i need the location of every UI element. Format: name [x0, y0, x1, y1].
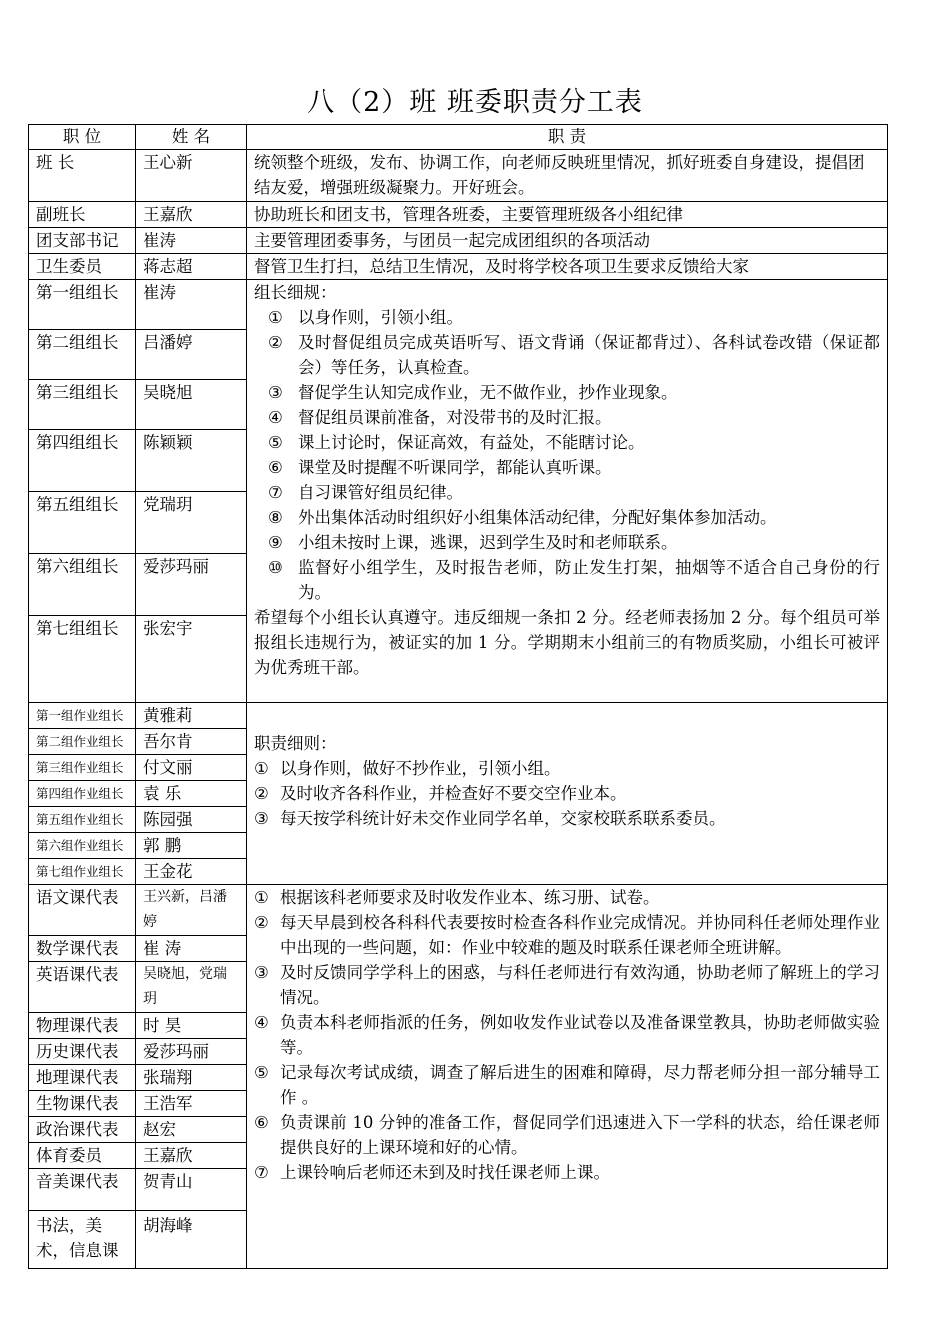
position-cell: 第四组组长 — [29, 430, 136, 492]
rule-text: 督促学生认知完成作业，无不做作业，抄作业现象。 — [298, 383, 678, 402]
position-cell: 数学课代表 — [29, 936, 136, 962]
position-cell: 第三组组长 — [29, 380, 136, 430]
rule-text: 根据该科老师要求及时收发作业本、练习册、试卷。 — [280, 888, 660, 907]
rule-number: ⑥ — [268, 458, 283, 477]
name-cell: 陈颖颖 — [136, 430, 247, 492]
name-cell: 付文丽 — [136, 755, 247, 781]
position-cell: 第四组作业组长 — [29, 781, 136, 807]
rule-number: ① — [268, 308, 283, 327]
rule-number: ① — [254, 888, 269, 907]
rule-text: 记录每次考试成绩，调查了解后进生的困难和障碍，尽力帮老师分担一部分辅导工作 。 — [280, 1063, 880, 1107]
rule-text: 监督好小组学生，及时报告老师，防止发生打架，抽烟等不适合自己身份的行为。 — [298, 558, 880, 602]
position-cell: 生物课代表 — [29, 1091, 136, 1117]
table-row — [29, 202, 888, 228]
name-cell: 吾尔肯 — [136, 729, 247, 755]
rules-intro: 职责细则： — [254, 733, 337, 753]
duty-cell: 统领整个班级，发布、协调工作，向老师反映班里情况，抓好班委自身建设，提倡团结友爱，增强班级凝聚力。开好班会。 — [247, 150, 888, 202]
rule-item — [254, 405, 880, 430]
rule-item — [254, 781, 880, 806]
rule-item — [254, 806, 880, 831]
table-row — [29, 703, 888, 729]
rule-item — [254, 305, 880, 330]
name-cell: 贺青山 — [136, 1169, 247, 1211]
rule-item — [254, 505, 880, 530]
rule-number: ② — [254, 783, 269, 803]
name-cell: 陈园强 — [136, 807, 247, 833]
rule-item — [254, 430, 880, 455]
name-cell: 吕潘婷 — [136, 330, 247, 380]
homework-leader-rules — [247, 703, 888, 885]
name-cell: 吴晓旭，党瑞玥 — [136, 962, 247, 1013]
position-cell: 第七组作业组长 — [29, 859, 136, 885]
position-cell: 第一组组长 — [29, 280, 136, 330]
rule-item — [254, 1110, 880, 1160]
position-cell: 第一组作业组长 — [29, 703, 136, 729]
name-cell: 张瑞翔 — [136, 1065, 247, 1091]
name-cell: 黄雅莉 — [136, 703, 247, 729]
header-row — [29, 125, 888, 150]
rule-text: 负责本科老师指派的任务，例如收发作业试卷以及准备课堂教具，协助老师做实验等。 — [280, 1013, 880, 1057]
name-cell: 崔涛 — [136, 280, 247, 330]
name-cell: 张宏宇 — [136, 616, 247, 703]
rule-item — [254, 455, 880, 480]
rule-number: ① — [254, 758, 269, 778]
name-cell: 王浩军 — [136, 1091, 247, 1117]
table-row — [29, 280, 888, 330]
rule-text: 课堂及时提醒不听课同学，都能认真听课。 — [298, 458, 612, 477]
rules-intro: 组长细规： — [254, 283, 337, 302]
rule-item — [254, 1060, 880, 1110]
name-cell: 吴晓旭 — [136, 380, 247, 430]
rule-text: 自习课管好组员纪律。 — [298, 483, 463, 502]
position-cell: 团支部书记 — [29, 228, 136, 254]
rule-text: 上课铃响后老师还未到及时找任课老师上课。 — [280, 1163, 610, 1182]
rule-text: 及时反馈同学学科上的困惑，与科任老师进行有效沟通，协助老师了解班上的学习情况。 — [280, 963, 880, 1007]
name-cell: 崔涛 — [136, 228, 247, 254]
rule-text: 以身作则，做好不抄作业，引领小组。 — [280, 758, 561, 778]
position-cell: 英语课代表 — [29, 962, 136, 1013]
name-cell: 王嘉欣 — [136, 1143, 247, 1169]
position-cell: 第六组组长 — [29, 554, 136, 616]
rule-number: ⑦ — [254, 1163, 269, 1182]
rule-number: ③ — [254, 808, 269, 828]
rule-number: ⑥ — [254, 1113, 269, 1132]
position-cell: 第五组作业组长 — [29, 807, 136, 833]
position-cell: 音美课代表 — [29, 1169, 136, 1211]
rule-number: ② — [268, 333, 283, 352]
position-cell: 体育委员 — [29, 1143, 136, 1169]
name-cell: 崔 涛 — [136, 936, 247, 962]
rule-item — [254, 885, 880, 910]
name-cell: 王嘉欣 — [136, 202, 247, 228]
subject-rep-rules — [247, 885, 888, 1269]
position-cell: 政治课代表 — [29, 1117, 136, 1143]
rule-item — [254, 756, 880, 781]
table-row — [29, 228, 888, 254]
group-leader-rules — [247, 280, 888, 703]
name-cell: 蒋志超 — [136, 254, 247, 280]
rule-item — [254, 1010, 880, 1060]
rule-item — [254, 910, 880, 960]
rule-number: ⑨ — [268, 533, 283, 552]
position-cell: 书法，美术，信息课 — [29, 1211, 136, 1269]
rule-number: ③ — [268, 383, 283, 402]
duty-table — [28, 124, 888, 1269]
rule-item — [254, 555, 880, 605]
name-cell: 党瑞玥 — [136, 492, 247, 554]
rule-item — [254, 530, 880, 555]
rule-text: 及时收齐各科作业，并检查好不要交空作业本。 — [280, 783, 627, 803]
position-cell: 第二组组长 — [29, 330, 136, 380]
name-cell: 胡海峰 — [136, 1211, 247, 1269]
name-cell: 郭 鹏 — [136, 833, 247, 859]
table-row — [29, 150, 888, 202]
header-name: 姓 名 — [136, 125, 247, 150]
rule-number: ② — [254, 913, 269, 932]
position-cell: 副班长 — [29, 202, 136, 228]
position-cell: 第六组作业组长 — [29, 833, 136, 859]
header-duty: 职 责 — [247, 125, 888, 150]
table-row — [29, 254, 888, 280]
name-cell: 袁 乐 — [136, 781, 247, 807]
name-cell: 王心新 — [136, 150, 247, 202]
duty-cell: 协助班长和团支书，管理各班委，主要管理班级各小组纪律 — [247, 202, 888, 228]
rule-item — [254, 480, 880, 505]
position-cell: 班 长 — [29, 150, 136, 202]
rule-item — [254, 380, 880, 405]
rule-item — [254, 330, 880, 380]
name-cell: 赵宏 — [136, 1117, 247, 1143]
position-cell: 地理课代表 — [29, 1065, 136, 1091]
rule-text: 外出集体活动时组织好小组集体活动纪律，分配好集体参加活动。 — [298, 508, 777, 527]
rule-text: 课上讨论时，保证高效，有益处，不能瞎讨论。 — [298, 433, 645, 452]
position-cell: 语文课代表 — [29, 885, 136, 936]
rule-number: ⑤ — [268, 433, 283, 452]
rules-closing: 希望每个小组长认真遵守。违反细规一条扣 2 分。经老师表扬加 2 分。每个组员可举报组长违规行为，被证实的加 1 分。学期期末小组前三的有物质奖励，小组长可被评为优秀班干部。 — [254, 608, 880, 677]
rule-item — [254, 1160, 880, 1185]
rule-number: ④ — [268, 408, 283, 427]
name-cell: 时 昊 — [136, 1013, 247, 1039]
rule-text: 及时督促组员完成英语听写、语文背诵（保证都背过）、各科试卷改错（保证都会）等任务，认真检查。 — [298, 333, 880, 377]
rule-number: ⑦ — [268, 483, 283, 502]
duty-cell: 督管卫生打扫，总结卫生情况，及时将学校各项卫生要求反馈给大家 — [247, 254, 888, 280]
rule-text: 督促组员课前准备，对没带书的及时汇报。 — [298, 408, 612, 427]
rule-text: 每天按学科统计好未交作业同学名单，交家校联系联系委员。 — [280, 808, 726, 828]
position-cell: 第二组作业组长 — [29, 729, 136, 755]
page-title: 八（2）班 班委职责分工表 — [307, 87, 643, 118]
rule-text: 每天早晨到校各科科代表要按时检查各科作业完成情况。并协同科任老师处理作业中出现的一些问题，如：作业中较难的题及时联系任课老师全班讲解。 — [280, 913, 880, 957]
position-cell: 历史课代表 — [29, 1039, 136, 1065]
name-cell: 爱莎玛丽 — [136, 554, 247, 616]
position-cell: 第七组组长 — [29, 616, 136, 703]
rule-item — [254, 960, 880, 1010]
position-cell: 第五组组长 — [29, 492, 136, 554]
rule-text: 小组未按时上课，逃课，迟到学生及时和老师联系。 — [298, 533, 678, 552]
rule-text: 以身作则，引领小组。 — [298, 308, 463, 327]
rule-number: ⑤ — [254, 1063, 269, 1082]
rule-number: ③ — [254, 963, 269, 982]
duty-cell: 主要管理团委事务，与团员一起完成团组织的各项活动 — [247, 228, 888, 254]
name-cell: 王兴新，吕潘婷 — [136, 885, 247, 936]
rule-number: ⑧ — [268, 508, 283, 527]
position-cell: 卫生委员 — [29, 254, 136, 280]
rule-text: 负责课前 10 分钟的准备工作，督促同学们迅速进入下一学科的状态，给任课老师提供良好的上课环境和好的心情。 — [280, 1113, 880, 1157]
rule-number: ⑩ — [268, 558, 283, 577]
position-cell: 物理课代表 — [29, 1013, 136, 1039]
table-row — [29, 885, 888, 936]
name-cell: 王金花 — [136, 859, 247, 885]
header-position: 职 位 — [29, 125, 136, 150]
name-cell: 爱莎玛丽 — [136, 1039, 247, 1065]
position-cell: 第三组作业组长 — [29, 755, 136, 781]
rule-number: ④ — [254, 1013, 269, 1032]
